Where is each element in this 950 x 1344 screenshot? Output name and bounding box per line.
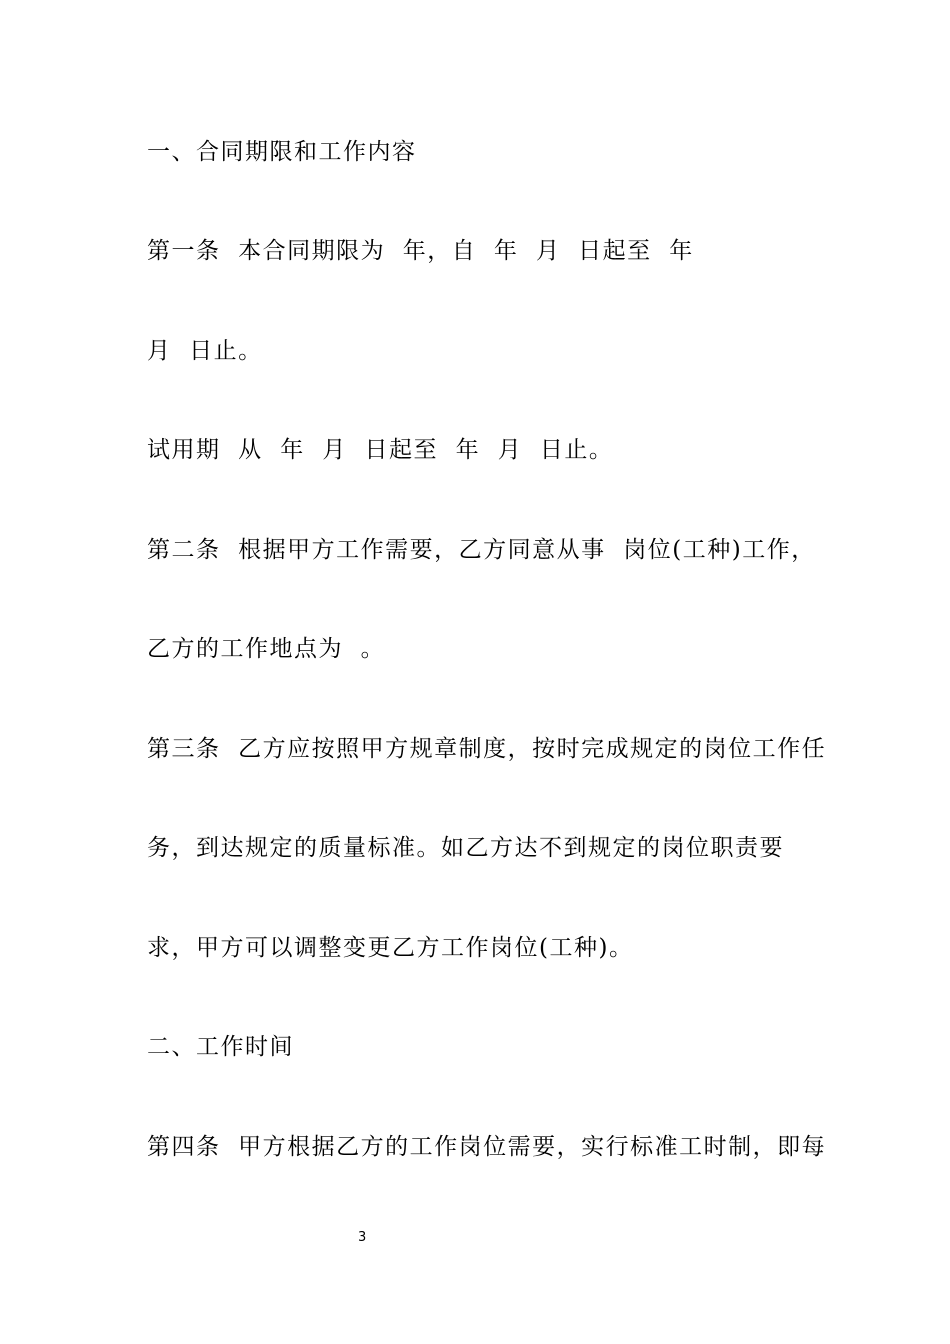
probation-period-line: 试用期 从 年 月 日起至 年 月 日止。: [147, 437, 614, 463]
article-4-line-1: 第四条 甲方根据乙方的工作岗位需要，实行标准工时制，即每: [147, 1134, 827, 1160]
article-1-line-1: 第一条 本合同期限为 年，自 年 月 日起至 年: [147, 238, 694, 264]
article-3-line-1: 第三条 乙方应按照甲方规章制度，按时完成规定的岗位工作任: [147, 736, 827, 762]
section-heading-contract-term: 一、合同期限和工作内容: [147, 139, 417, 165]
article-3-line-2: 务，到达规定的质量标准。如乙方达不到规定的岗位职责要: [147, 835, 784, 861]
article-2-line-2: 乙方的工作地点为 。: [147, 636, 386, 662]
article-3-line-3: 求，甲方可以调整变更乙方工作岗位(工种)。: [147, 935, 634, 961]
section-heading-working-hours: 二、工作时间: [147, 1034, 294, 1060]
article-2-line-1: 第二条 根据甲方工作需要，乙方同意从事 岗位(工种)工作，: [147, 537, 816, 563]
article-1-line-2: 月 日止。: [147, 338, 263, 364]
page-number: 3: [358, 1230, 367, 1245]
